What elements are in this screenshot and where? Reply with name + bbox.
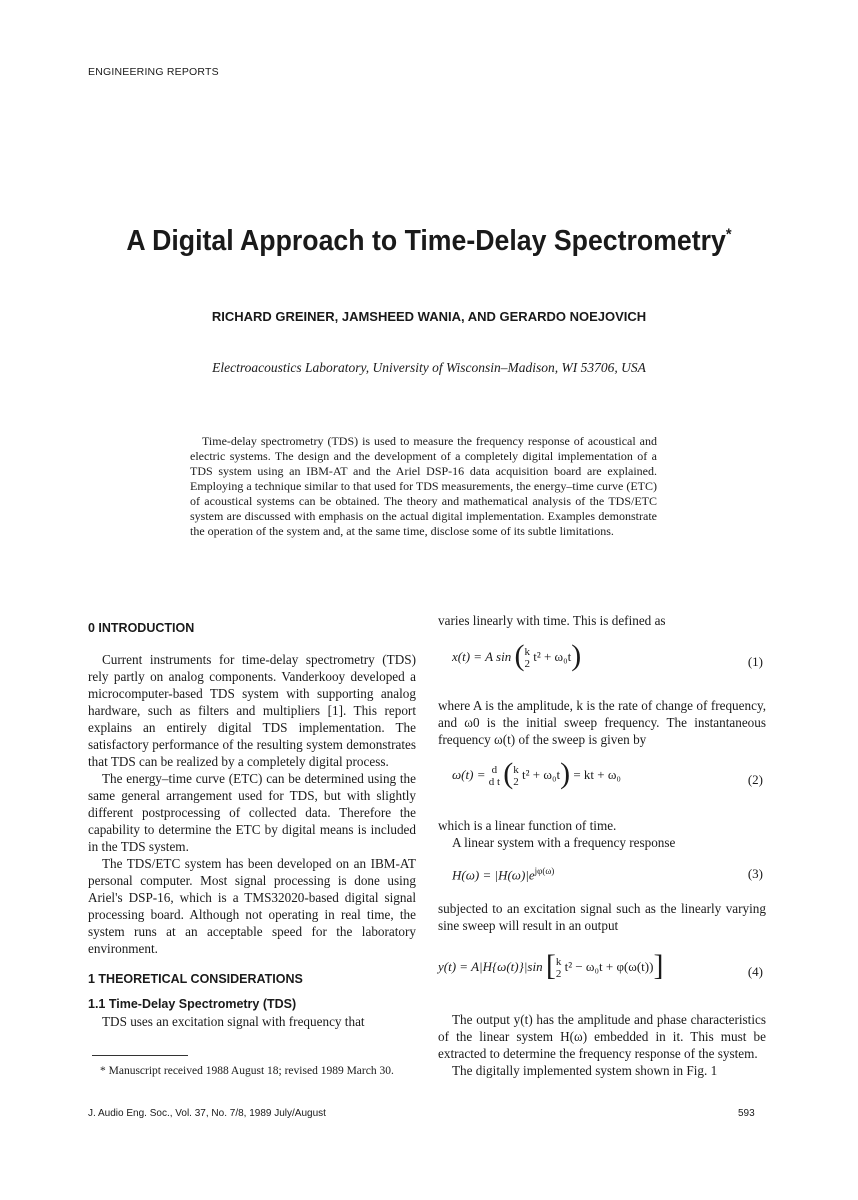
footnote-rule — [92, 1055, 188, 1056]
eq4-lhs: y(t) = A|H{ω(t)}|sin — [438, 958, 543, 974]
eq4-body: t² − ω₀t + φ(ω(t)) — [564, 958, 654, 974]
page-number: 593 — [738, 1108, 755, 1119]
right-text-5 — [438, 1011, 766, 1079]
eq2-body: t² + ω₀t — [522, 766, 561, 782]
body-paragraph: varies linearly with time. This is defined as — [438, 613, 666, 628]
eq3-number: (3) — [747, 866, 763, 881]
intro-paragraph: Current instruments for time-delay spectrometry (TDS) rely partly on analog components. Vanderkooy developed a microcomputer-based TDS system with supporting analog hardware, such as filters and multipliers [1]. This report explains an entirely digital TDS implementation. The satisfactory performance of the resulting system demonstrates that TDS can be realized by a completely digital process. — [88, 652, 416, 769]
right-text-4 — [438, 900, 766, 934]
section1-paragraph: TDS uses an excitation signal with frequency that — [102, 1014, 365, 1029]
body-paragraph: which is a linear function of time. — [438, 818, 617, 833]
eq2-frac-num: k — [513, 764, 519, 776]
eq2-lhs: ω(t) = — [452, 766, 486, 782]
footnote: * Manuscript received 1988 August 18; revised 1989 March 30. — [100, 1065, 394, 1077]
affiliation: Electroacoustics Laboratory, University of Wisconsin–Madison, WI 53706, USA — [212, 360, 646, 375]
abstract: Time-delay spectrometry (TDS) is used to measure the frequency response of acoustical and electric systems. The design and the development of a completely digital implementation of a TDS system using an IBM-AT and the Ariel DSP-16 data acquisition board are explained. Employing a technique similar to that used for TDS measurements, the energy–time curve (ETC) of acoustical systems can be obtained. The theory and mathematical analysis of the TDS/ETC system are discussed with emphasis on the actual digital implementation. Examples demonstrate the operation of the system and, at the same time, disclose some of its subtle limitations. — [190, 434, 657, 538]
title-footnote-mark: * — [725, 226, 732, 244]
running-head: ENGINEERING REPORTS — [88, 66, 219, 78]
body-paragraph: A linear system with a frequency response — [452, 835, 676, 850]
right-text-2 — [438, 697, 766, 748]
subsection-heading: 1.1 Time-Delay Spectrometry (TDS) — [88, 997, 297, 1011]
eq4-number: (4) — [747, 964, 763, 979]
body-paragraph: subjected to an excitation signal such as the linearly varying sine sweep will result in an output — [438, 901, 766, 933]
eq1-lhs: x(t) = A sin — [452, 648, 512, 664]
body-paragraph: The digitally implemented system shown in Fig. 1 — [452, 1063, 718, 1078]
equation-1: x(t) = A sin ( k 2 t² + ω₀t) (1) — [452, 639, 763, 672]
eq2-number: (2) — [747, 772, 763, 787]
eq1-frac-num: k — [524, 646, 530, 658]
eq4-frac-den: 2 — [555, 968, 562, 980]
intro-paragraph: The TDS/ETC system has been developed on an IBM-AT personal computer. Most signal processing is done using Ariel's DSP-16, which is a TMS32020-based digital signal processing board. Although not operating in real time, the system runs at an acceptable speed for the laboratory environment. — [88, 856, 416, 956]
author-list: RICHARD GREINER, JAMSHEED WANIA, AND GERARDO NOEJOVICH — [211, 309, 647, 324]
eq1-frac-den: 2 — [524, 658, 530, 670]
body-paragraph: The output y(t) has the amplitude and phase characteristics of the linear system H(ω) embedded in it. This must be extracted to determine the frequency response of the system. — [438, 1012, 766, 1061]
eq2-d-num: d — [491, 764, 498, 776]
right-text-3 — [438, 817, 766, 851]
eq3-exponent: jφ(ω) — [534, 866, 555, 876]
body-paragraph: where A is the amplitude, k is the rate of change of frequency, and ω0 is the initial sweep frequency. The instantaneous frequency ω(t) of the sweep is given by — [438, 698, 766, 747]
left-column — [88, 620, 416, 1030]
title-text: A Digital Approach to Time-Delay Spectrometry — [126, 225, 726, 257]
intro-paragraph: The energy–time curve (ETC) can be determined using the same general arrangement used for TDS, but with slightly different postprocessing of collected data. Therefore the capability to determine the ETC by digital means is included in the TDS system. — [88, 771, 416, 854]
section1-heading: 1 THEORETICAL CONSIDERATIONS — [88, 972, 303, 986]
eq4-frac-num: k — [555, 956, 562, 968]
journal-citation: J. Audio Eng. Soc., Vol. 37, No. 7/8, 1989 July/August — [88, 1108, 326, 1119]
equation-4: y(t) = A|H{ω(t)}|sin [ k 2 t² − ω₀t + φ(ω(t))] (4) — [438, 949, 763, 982]
equation-2: ω(t) = d d t ( k 2 t² + ω₀t) = kt + ω₀ (2) — [452, 757, 763, 790]
eq1-number: (1) — [747, 654, 763, 669]
intro-heading: 0 INTRODUCTION — [88, 621, 195, 635]
eq2-d-den: d t — [488, 776, 501, 788]
eq1-body: t² + ω₀t — [533, 648, 572, 664]
paper-title — [34, 225, 823, 258]
eq2-rhs: = kt + ω₀ — [573, 766, 621, 782]
right-text-1 — [438, 612, 766, 629]
eq2-frac-den: 2 — [513, 776, 519, 788]
eq3-formula: H(ω) = |H(ω)|e — [452, 867, 535, 883]
